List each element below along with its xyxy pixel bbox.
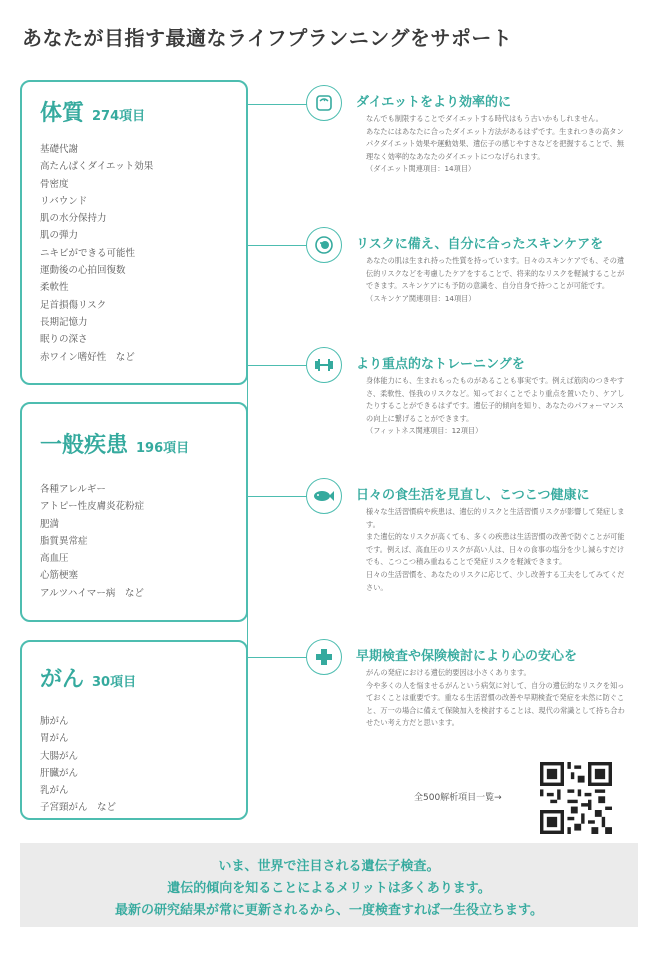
category-count: 30項目 bbox=[92, 675, 137, 690]
list-item: 骨密度 bbox=[40, 178, 69, 190]
benefit-description bbox=[366, 375, 628, 438]
benefit-diet-habits bbox=[306, 478, 636, 628]
benefit-description bbox=[366, 255, 628, 305]
benefit-early-check bbox=[306, 639, 636, 754]
list-item: アルツハイマー病 など bbox=[40, 587, 144, 599]
category-box-constitution bbox=[20, 80, 248, 385]
list-item: 高血圧 bbox=[40, 553, 69, 565]
benefit-paragraph: 身体能力にも、生まれもったものがあることも事実です。例えば筋肉のつきやすさ、柔軟性、怪我のリスクなど。知っておくことでより重点を置いたり、ケアしたりすることができるはずです。遺伝子的傾向を知り、あなたのパフォーマンスの向上に繋げることができます。 bbox=[366, 376, 625, 423]
list-item: アトピー性皮膚炎花粉症 bbox=[40, 501, 145, 513]
benefit-paragraph: 様々な生活習慣病や疾患は、遺伝的リスクと生活習慣リスクが影響して発症します。 bbox=[366, 507, 625, 529]
category-count: 196項目 bbox=[136, 441, 190, 456]
list-item: 脂質異常症 bbox=[40, 535, 88, 547]
fish-icon bbox=[306, 478, 342, 514]
medical-cross-icon bbox=[306, 639, 342, 675]
category-name: がん bbox=[40, 667, 85, 692]
page-title: あなたが目指す最適なライフプランニングをサポート bbox=[22, 26, 513, 50]
list-item: 基礎代謝 bbox=[40, 144, 79, 155]
list-item: 運動後の心拍回復数 bbox=[40, 265, 126, 277]
banner-line: いま、世界で注目される遺伝子検査。 bbox=[218, 859, 440, 874]
benefit-paragraph: 今や多くの人を悩ませるがんという病気に対して、自分の遺伝的なリスクを知っておくことは重要です。重なる生活習慣の改善や早期検査で発症を未然に防ぐこと、万一の場合に備えて保険加入を検討することは、現代の常識として持ち合わせたい考え方だと思います。 bbox=[366, 680, 625, 728]
benefit-paragraph: あなたの肌は生まれ持った性質を持っています。日々のスキンケアでも、その遺伝的リスクなどを考慮したケアをすることで、将来的なリスクを軽減することができます。スキンケアにも予防の意識を、自分自身で持つことが可能です。 bbox=[366, 256, 625, 291]
category-box-cancer bbox=[20, 640, 248, 820]
category-item-list bbox=[40, 713, 230, 817]
benefit-paragraph: 日々の生活習慣を、あなたのリスクに応じて、少し改善する工夫をしてみてください。 bbox=[366, 569, 625, 592]
category-item-list bbox=[40, 141, 230, 366]
connector-tick bbox=[247, 365, 307, 366]
benefit-paragraph: （スキンケア関連項目：14項目） bbox=[366, 293, 476, 303]
list-item: 柔軟性 bbox=[40, 282, 69, 294]
benefit-title: 日々の食生活を見直し、こつこつ健康に bbox=[356, 488, 590, 503]
category-heading bbox=[40, 96, 230, 127]
category-name: 一般疾患 bbox=[40, 433, 129, 458]
list-item: 足首損傷リスク bbox=[40, 299, 107, 311]
benefit-paragraph: （ダイエット関連項目：14項目） bbox=[366, 164, 476, 174]
benefit-title: 早期検査や保険検討により心の安心を bbox=[356, 649, 578, 664]
connector-tick bbox=[247, 104, 307, 105]
benefit-description bbox=[366, 667, 628, 730]
list-item: 心筋梗塞 bbox=[40, 570, 79, 582]
benefit-description bbox=[366, 113, 628, 176]
list-item: 大腸がん bbox=[40, 750, 79, 762]
benefit-paragraph: がんの発症における遺伝的要因は小さくあります。 bbox=[366, 668, 531, 677]
skin-care-icon bbox=[306, 227, 342, 263]
list-item: 赤ワイン嗜好性 など bbox=[40, 351, 135, 363]
list-item: 長期記憶力 bbox=[40, 316, 88, 328]
list-item: 高たんぱくダイエット効果 bbox=[40, 161, 154, 173]
category-count: 274項目 bbox=[92, 109, 146, 124]
connector-tick bbox=[247, 657, 307, 658]
list-item: リバウンド bbox=[40, 195, 88, 207]
scale-icon bbox=[306, 85, 342, 121]
list-item: ニキビができる可能性 bbox=[40, 247, 136, 259]
category-heading bbox=[40, 662, 230, 693]
connector-tick bbox=[247, 245, 307, 246]
benefit-title: ダイエットをより効率的に bbox=[356, 95, 511, 110]
dumbbell-icon bbox=[306, 347, 342, 383]
list-item: 各種アレルギー bbox=[40, 484, 106, 495]
list-item: 胃がん bbox=[40, 733, 69, 745]
benefit-paragraph: あなたにはあなたに合ったダイエット方法があるはずです。生まれつきの高タンパクダイエット効果や運動効果、遺伝子の感じやすさなどを把握することで、無理なく効率的なあなたのダイエットにつなげられます。 bbox=[366, 126, 624, 161]
benefit-diet bbox=[306, 85, 636, 210]
list-item: 肌の水分保持力 bbox=[40, 213, 107, 225]
list-item: 肺がん bbox=[40, 716, 69, 727]
category-box-general-disease bbox=[20, 402, 248, 622]
category-item-list bbox=[40, 481, 230, 602]
benefit-description bbox=[366, 506, 628, 594]
benefit-paragraph: （フィットネス関連項目：12項目） bbox=[366, 426, 483, 436]
benefit-training bbox=[306, 347, 636, 472]
benefit-skincare bbox=[306, 227, 636, 337]
benefit-title: より重点的なトレーニングを bbox=[356, 357, 525, 372]
list-item: 眠りの深さ bbox=[40, 334, 88, 346]
category-heading bbox=[40, 428, 230, 459]
banner-line: 遺伝的傾向を知ることによるメリットは多くあります。 bbox=[167, 881, 491, 896]
qr-code-icon[interactable] bbox=[540, 762, 612, 834]
list-item: 子宮頸がん など bbox=[40, 802, 117, 814]
footer-banner bbox=[20, 843, 638, 927]
list-item: 肝臓がん bbox=[40, 767, 79, 779]
benefit-paragraph: なんでも制限することでダイエットする時代はもう古いかもしれません。 bbox=[366, 114, 603, 123]
benefit-title: リスクに備え、自分に合ったスキンケアを bbox=[356, 237, 604, 252]
list-item: 乳がん bbox=[40, 785, 69, 797]
connector-tick bbox=[247, 496, 307, 497]
benefit-paragraph: また遺伝的なリスクが高くても、多くの疾患は生活習慣の改善で防ぐことが可能です。例えば、高血圧のリスクが高い人は、日々の食事の塩分を少し減らすだけでも、こつこつ積み重ねることで発症リスクを軽減できます。 bbox=[366, 532, 625, 567]
list-item: 肌の弾力 bbox=[40, 230, 79, 242]
banner-line: 最新の研究結果が常に更新されるから、一度検査すれば一生役立ちます。 bbox=[115, 903, 543, 918]
category-name: 体質 bbox=[40, 101, 85, 126]
list-item: 肥満 bbox=[40, 518, 60, 530]
analysis-list-link[interactable]: 全500解析項目一覧→ bbox=[414, 793, 502, 803]
